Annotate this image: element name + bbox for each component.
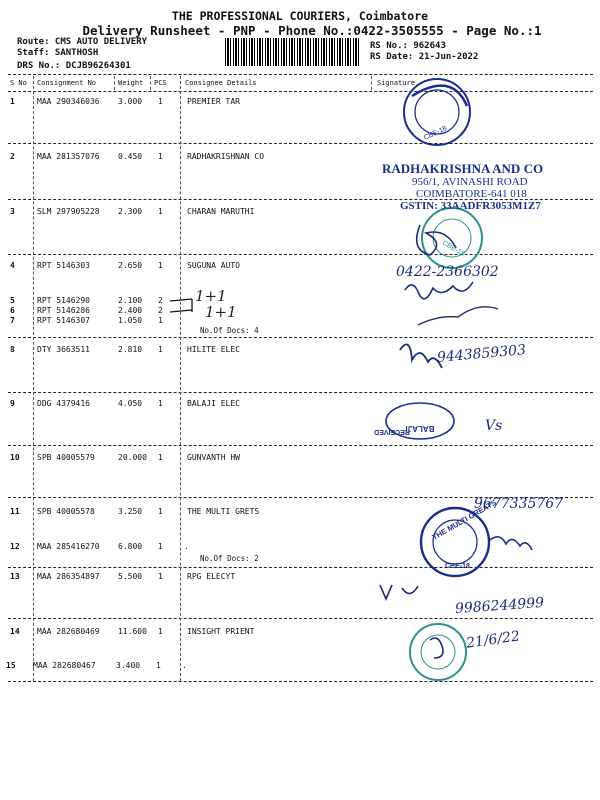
col-header-sno: S No bbox=[10, 79, 27, 87]
row-sno: 8 bbox=[10, 345, 15, 354]
row-sno: 1 bbox=[10, 97, 15, 106]
row-weight: 5.500 bbox=[118, 572, 143, 581]
handwritten-phone: 9986244999 bbox=[454, 594, 545, 618]
row-sno: 6 bbox=[10, 306, 15, 315]
col-header-pcs: PCS bbox=[154, 79, 167, 87]
row-sno: 3 bbox=[10, 207, 15, 216]
signature-stroke bbox=[418, 307, 498, 325]
row-consignee: RPG ELECYT bbox=[187, 572, 236, 581]
multi-greats-stamp-name: THE MULTI GREATS bbox=[430, 497, 498, 542]
row-consignment: MAA 281357076 bbox=[37, 152, 100, 161]
row-weight: 0.450 bbox=[118, 152, 143, 161]
handwritten-phone: 9443859303 bbox=[436, 342, 527, 366]
row-sno: 4 bbox=[10, 261, 15, 270]
row-consignee: . bbox=[182, 661, 187, 670]
row-consignee: HILITE ELEC bbox=[187, 345, 240, 354]
tally-mark: 1+1 bbox=[195, 287, 227, 305]
row-consignment: SLM 297905228 bbox=[37, 207, 100, 216]
row-sno: 9 bbox=[10, 399, 15, 408]
runsheet-title: Delivery Runsheet - PNP - Phone No.:0422-3505555 - Page No.:1 bbox=[82, 23, 542, 38]
row-weight: 2.810 bbox=[118, 345, 143, 354]
row-pcs: 1 bbox=[158, 572, 163, 581]
row-consignee: THE MULTI GRETS bbox=[187, 507, 260, 516]
docs-count: No.Of Docs: 4 bbox=[200, 326, 259, 335]
row-sno: 13 bbox=[10, 572, 20, 581]
drs-number: DRS No.: DCJB96264301 bbox=[17, 61, 131, 71]
row-consignee: . bbox=[184, 542, 189, 551]
row-pcs: 1 bbox=[158, 399, 163, 408]
col-header-consignee: Consignee Details bbox=[185, 79, 257, 87]
row-weight: 1.050 bbox=[118, 316, 143, 325]
row-sno: 11 bbox=[10, 507, 20, 516]
row-weight: 3.400 bbox=[116, 661, 141, 670]
multi-greats-stamp-branch: CBE-18 bbox=[445, 563, 470, 570]
company-title: THE PROFESSIONAL COURIERS, Coimbatore bbox=[171, 9, 429, 23]
radhakrishna-stamp-address: 956/1, AVINASHI ROAD bbox=[412, 176, 528, 188]
row-weight: 20.000 bbox=[118, 453, 147, 462]
row-pcs: 1 bbox=[158, 152, 163, 161]
row-consignment: SPB 40005578 bbox=[37, 507, 95, 516]
row-weight: 2.100 bbox=[118, 296, 143, 305]
row-pcs: 2 bbox=[158, 296, 163, 305]
row-weight: 3.250 bbox=[118, 507, 143, 516]
signature-stroke bbox=[405, 282, 473, 299]
row-pcs: 1 bbox=[158, 345, 163, 354]
row-consignee: SUGUNA AUTO bbox=[187, 261, 240, 270]
row-sno: 12 bbox=[10, 542, 20, 551]
row-pcs: 1 bbox=[158, 542, 163, 551]
row-consignee: BALAJI ELEC bbox=[187, 399, 240, 408]
maruthi-stamp-branch: CBE-18 bbox=[441, 239, 466, 258]
balaji-stamp-received: RECEIVED bbox=[374, 428, 410, 435]
row-sno: 2 bbox=[10, 152, 15, 161]
row-consignment: MAA 282680469 bbox=[37, 627, 100, 636]
radhakrishna-stamp-name: RADHAKRISHNA AND CO bbox=[382, 161, 544, 176]
row-sno: 15 bbox=[6, 661, 16, 670]
row-consignment: SPB 40005579 bbox=[37, 453, 95, 462]
radhakrishna-stamp-gstin: GSTIN: 33AADFR3053M1Z7 bbox=[400, 200, 541, 212]
signature-stroke bbox=[400, 344, 442, 368]
row-pcs: 2 bbox=[158, 306, 163, 315]
row-consignment: MAA 282680467 bbox=[33, 661, 96, 670]
tally-brace bbox=[170, 299, 192, 312]
staff-label: Staff: SANTHOSH bbox=[17, 48, 99, 58]
row-consignee: CHARAN MARUTHI bbox=[187, 207, 255, 216]
route-label: Route: CMS AUTO DELIVERY bbox=[17, 37, 148, 47]
row-weight: 11.600 bbox=[118, 627, 147, 636]
row-sno: 10 bbox=[10, 453, 20, 462]
row-sno: 7 bbox=[10, 316, 15, 325]
handwritten-date: 21/6/22 bbox=[465, 628, 521, 652]
row-pcs: 1 bbox=[158, 207, 163, 216]
row-consignment: RPT 5146307 bbox=[37, 316, 90, 325]
row-consignment: RPT 5146303 bbox=[37, 261, 90, 270]
row-consignee: GUNVANTH HW bbox=[187, 453, 240, 462]
row-consignment: DDG 4379416 bbox=[37, 399, 90, 408]
premier-stamp-branch: CBE-18 bbox=[422, 125, 449, 142]
tally-mark: 1+1 bbox=[205, 303, 237, 321]
row-consignment: MAA 285416270 bbox=[37, 542, 100, 551]
row-weight: 4.050 bbox=[118, 399, 143, 408]
insight-stamp bbox=[410, 624, 466, 680]
row-consignment: RPT 5146286 bbox=[37, 306, 90, 315]
row-weight: 6.800 bbox=[118, 542, 143, 551]
col-header-signature: Signature bbox=[377, 79, 415, 87]
col-header-weight: Weight bbox=[118, 79, 144, 87]
row-pcs: 1 bbox=[158, 453, 163, 462]
handwritten-phone: 9677335767 bbox=[474, 496, 564, 512]
row-consignee: INSIGHT PRIENT bbox=[187, 627, 255, 636]
balaji-stamp-name: BALAJI bbox=[405, 424, 435, 433]
row-consignment: RPT 5146290 bbox=[37, 296, 90, 305]
row-weight: 2.400 bbox=[118, 306, 143, 315]
row-pcs: 1 bbox=[158, 507, 163, 516]
row-pcs: 1 bbox=[158, 627, 163, 636]
row-consignee: PREMIER TAR bbox=[187, 97, 240, 106]
maruthi-stamp bbox=[422, 208, 482, 268]
signature-stroke bbox=[380, 585, 418, 599]
row-pcs: 1 bbox=[158, 97, 163, 106]
row-weight: 3.000 bbox=[118, 97, 143, 106]
row-pcs: 1 bbox=[156, 661, 161, 670]
docs-count: No.Of Docs: 2 bbox=[200, 554, 259, 563]
handwritten-signature: Vs bbox=[485, 418, 503, 434]
row-weight: 2.300 bbox=[118, 207, 143, 216]
row-sno: 14 bbox=[10, 627, 20, 636]
handwritten-phone: 0422-2366302 bbox=[396, 264, 499, 280]
signature-stroke bbox=[490, 537, 532, 550]
col-header-consignment: Consignment No bbox=[37, 79, 97, 87]
row-consignment: MAA 290346036 bbox=[37, 97, 100, 106]
signature-stroke bbox=[430, 638, 443, 658]
row-weight: 2.650 bbox=[118, 261, 143, 270]
row-consignment: MAA 286354897 bbox=[37, 572, 100, 581]
row-pcs: 1 bbox=[158, 261, 163, 270]
radhakrishna-stamp-city: COIMBATORE-641 018 bbox=[416, 188, 527, 200]
row-consignment: DTY 3663511 bbox=[37, 345, 90, 354]
row-pcs: 1 bbox=[158, 316, 163, 325]
row-consignee: RADHAKRISHNAN CO bbox=[187, 152, 265, 161]
rs-number: RS No.: 962643 bbox=[370, 41, 446, 51]
rs-date: RS Date: 21-Jun-2022 bbox=[370, 52, 479, 62]
row-sno: 5 bbox=[10, 296, 15, 305]
